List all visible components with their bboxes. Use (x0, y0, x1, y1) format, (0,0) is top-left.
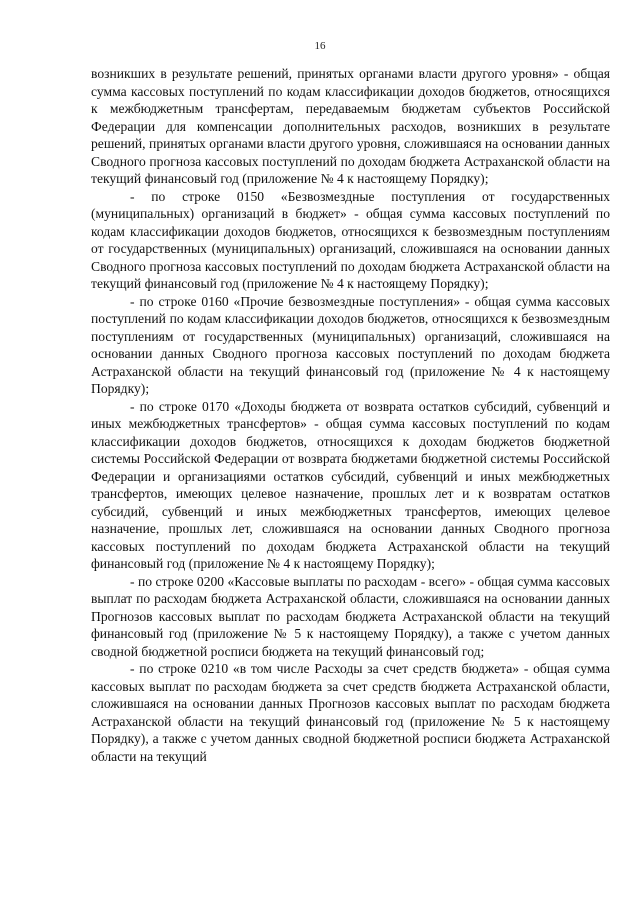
paragraph-continuation: возникших в результате решений, принятых органами власти другого уровня» - общая сумма кассовых поступлений по кодам классификации доходов бюджетов, относящихся к межбюджетным трансфертам, передаваемым бюджетам субъектов Российской Федерации для компенсации дополнительных расходов, возникших в результате решений, принятых органами власти другого уровня, сложившаяся на основании данных Сводного прогноза кассовых поступлений по доходам бюджета Астраханской области на текущий финансовый год (приложение № 4 к настоящему Порядку); (91, 66, 610, 186)
document-body (91, 65, 610, 765)
paragraph-line-0150: - по строке 0150 «Безвозмездные поступления от государственных (муниципальных) организаций в бюджет» - общая сумма кассовых поступлений по кодам классификации доходов бюджетов, относящихся к безвозмездным поступлениям от государственных (муниципальных) организаций, сложившаяся на основании данных Сводного прогноза кассовых поступлений по доходам бюджета Астраханской области на текущий финансовый год (приложение № 4 к настоящему Порядку); (91, 188, 610, 291)
paragraph-line-0210: - по строке 0210 «в том числе Расходы за счет средств бюджета» - общая сумма кассовых выплат по расходам бюджета за счет средств бюджета Астраханской области, сложившаяся на основании данных Прогнозов кассовых выплат по расходам бюджета Астраханской области на текущий финансовый год (приложение № 5 к настоящему Порядку), а также с учетом данных сводной бюджетной росписи бюджета Астраханской области на текущий (91, 661, 610, 764)
page-number: 16 (314, 40, 326, 52)
paragraph-line-0160: - по строке 0160 «Прочие безвозмездные поступления» - общая сумма кассовых поступлений по кодам классификации доходов бюджетов, относящихся к безвозмездным поступлениям от государственных (муниципальных) организаций, сложившаяся на основании данных Сводного прогноза кассовых поступлений по доходам бюджета Астраханской области на текущий финансовый год (приложение № 4 к настоящему Порядку); (91, 293, 610, 396)
paragraph-line-0200: - по строке 0200 «Кассовые выплаты по расходам - всего» - общая сумма кассовых выплат по расходам бюджета Астраханской области, сложившаяся на основании данных Прогнозов кассовых выплат по расходам бюджета Астраханской области на текущий финансовый год (приложение № 5 к настоящему Порядку), а также с учетом данных сводной бюджетной росписи бюджета на текущий финансовый год; (91, 573, 610, 659)
paragraph-line-0170: - по строке 0170 «Доходы бюджета от возврата остатков субсидий, субвенций и иных межбюджетных трансфертов» - общая сумма кассовых поступлений по кодам классификации доходов бюджетов, относящихся к доходам бюджетов бюджетной системы Российской Федерации от возврата бюджетами бюджетной системы Российской Федерации и организациями остатков субсидий, субвенций и иных межбюджетных трансфертов, имеющих целевое назначение, прошлых лет и к возвратам остатков субсидий, субвенций и иных межбюджетных трансфертов, имеющих целевое назначение, прошлых лет, сложившаяся на основании данных Сводного прогноза кассовых поступлений по доходам бюджета Астраханской области на текущий финансовый год (приложение № 4 к настоящему Порядку); (91, 398, 610, 571)
